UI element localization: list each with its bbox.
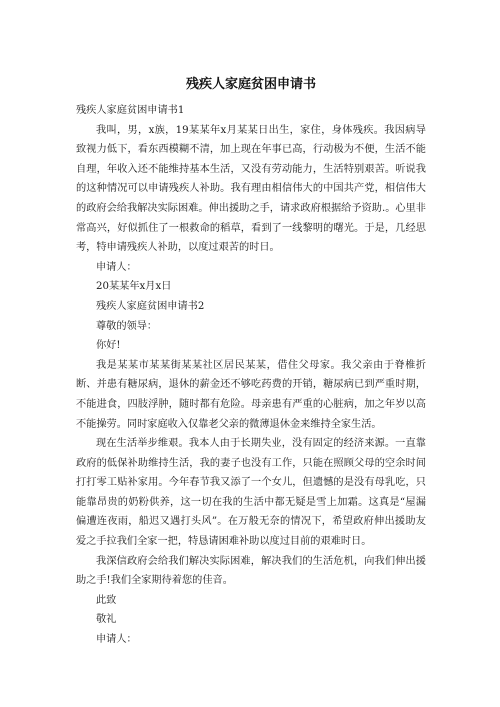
paragraph-body-1: 我叫，男，x族，19某某年x月某某日出生，家住，身体残疾。我因病导致视力低下，看东西模糊不清，加上现在年事已高，行动极为不便，生活不能自理，年收入还不能维持基本生活，又没有劳动能力，生活特别艰苦。听说我的这种情况可以申请残疾人补助。我有理由相信伟大的中国共产党，相信伟大的政府会给我解决实际困难。伸出援助之手，请求政府根据给予资助.。心里非常高兴，好似抓住了一根救命的稻草，看到了一线黎明的曙光。于是，几经思考，特申请残疾人补助，以度过艰苦的时日。 bbox=[76, 124, 426, 254]
paragraph-body-3: 现在生活举步维艰。我本人由于长期失业，没有固定的经济来源。一直靠政府的低保补助维持生活，我的妻子也没有工作，只能在照顾父母的空余时间打打零工贴补家用。今年春节我又添了一个女儿，但遗憾的是没有母乳吃，只能靠昂贵的奶粉供养，这一切在我的生活中都无疑是雪上加霜。这真是“屋漏偏遭连夜雨，船迟又遇打头风”。在万般无奈的情况下，希望政府伸出援助友爱之手拉我们全家一把，特恳请困难补助以度过目前的艰难时日。 bbox=[76, 438, 426, 548]
salutation: 尊敬的领导： bbox=[96, 320, 158, 332]
applicant-label-2: 申请人： bbox=[96, 634, 137, 646]
paragraph-body-4: 我深信政府会给我们解决实际困难，解决我们的生活危机，向我们伸出援助之手!我们全家期待着您的佳音。 bbox=[76, 555, 426, 587]
paragraph-heading-2: 残疾人家庭贫困申请书2 bbox=[96, 300, 205, 312]
closing-line-1: 此致 bbox=[96, 594, 117, 606]
applicant-label-1: 申请人： bbox=[96, 261, 137, 273]
document-page bbox=[76, 76, 426, 650]
paragraph-heading-1: 残疾人家庭贫困申请书1 bbox=[76, 105, 185, 116]
closing-line-2: 敬礼 bbox=[96, 614, 117, 626]
document-title: 残疾人家庭贫困申请书 bbox=[185, 77, 316, 92]
greeting: 你好! bbox=[96, 340, 121, 352]
date-line-1: 20某某年x月x日 bbox=[96, 281, 172, 293]
paragraph-body-2: 我是某某市某某街某某社区居民某某，借住父母家。我父亲由于脊椎折断、并患有糖尿病，退休的薪金还不够吃药费的开销，糖尿病已到严重时期，不能进食，四肢浮肿，随时都有危险。母亲患有严重的心脏病，加之年岁以高不能操劳。同时家庭收入仅靠老父亲的微薄退休金来维持全家生活。 bbox=[76, 359, 426, 430]
